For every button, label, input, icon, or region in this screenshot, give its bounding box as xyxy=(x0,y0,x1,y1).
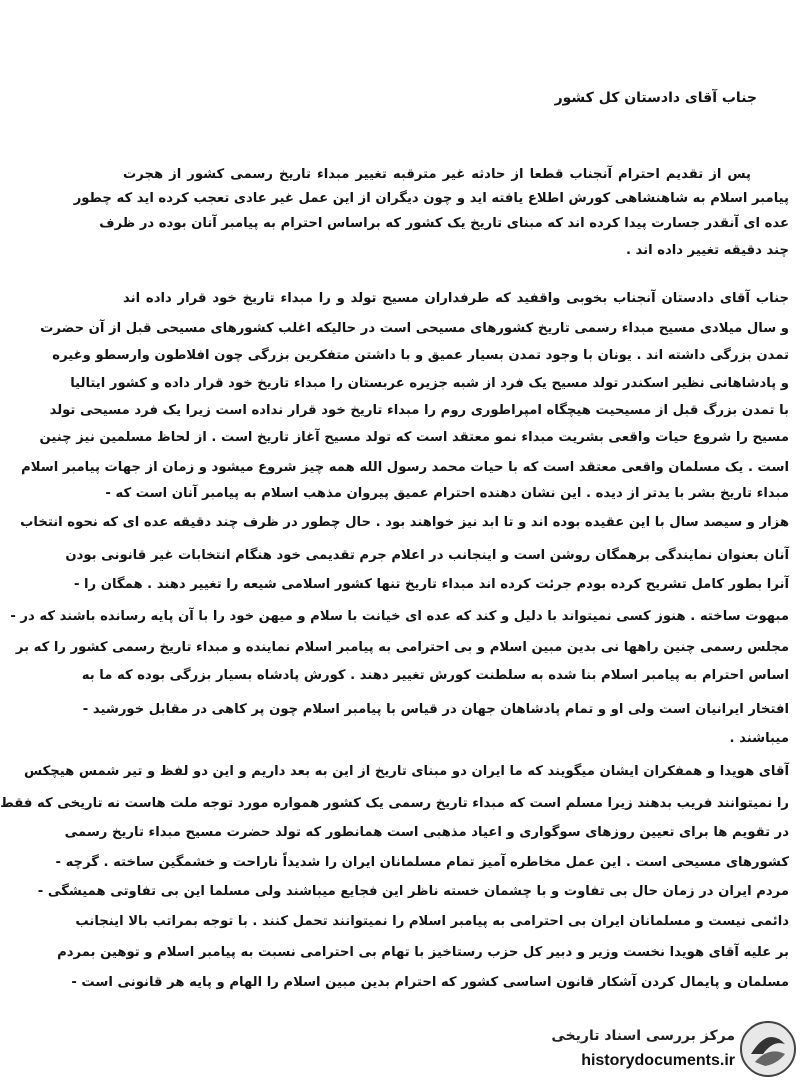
watermark-url: historydocuments.ir xyxy=(581,1052,735,1069)
text-line: بر علیه آقای هویدا نخست وزیر و دبیر کل حزب رستاخیز با تهام بی احترامی نسبت به پیامبر اسلام و توهین بمردم xyxy=(57,945,789,960)
text-line: آنان بعنوان نمایندگی برهمگان روشن است و اینجانب در اعلام جرم تقدیمی خود هنگام انتخابات غیر قانونی بودن xyxy=(65,548,789,563)
text-line: چند دقیقه تغییر داده اند . xyxy=(625,243,789,258)
text-line: در تقویم ها برای تعیین روزهای سوگواری و اعیاد مذهبی است همانطور که تولد حضرت مسیح مبداء تاریخ رسمی xyxy=(64,825,789,840)
salutation: جناب آقای دادستان کل کشور xyxy=(554,90,757,106)
text-line: اساس احترام به پیامبر اسلام بنا شده به سلطنت کورش تغییر دهند . کورش پادشاه بسیار بزرگی بوده که ما به xyxy=(81,668,789,683)
institute-logo-icon xyxy=(739,1020,797,1078)
text-line: و پادشاهانی نظیر اسکندر تولد مسیح یک فرد از شبه جزیره عربستان را مبداء تاریخ خود قرار داده و کشور ایتالیا xyxy=(70,376,789,391)
text-line: کشورهای مسیحی است . این عمل مخاطره آمیز تمام مسلمانان ایران را شدیداً ناراحت و خشمگین ساخته . گرچه - xyxy=(55,855,789,870)
text-line: دائمی نیست و مسلمانان ایران بی احترامی به پیامبر اسلام را نمیتوانند تحمل کنند . با توجه بمراتب بالا اینجانب xyxy=(75,914,789,929)
text-line: مردم ایران در زمان حال بی تفاوت و با چشمان خسته ناظر این فجایع میباشند ولی مسلما این بی تفاوتی همیشگی - xyxy=(37,884,789,899)
text-line: مبهوت ساخته . هنوز کسی نمیتواند با دلیل و کند که عده ای خیانت با سلام و میهن خود را با آن پایه رسانده باشند که در - xyxy=(10,609,789,624)
text-line: عده ای آنقدر جسارت پیدا کرده اند که مبنای تاریخ یک کشور که براساس احترام به پیامبر آنان بوده در ظرف xyxy=(99,216,789,231)
text-line: افتخار ایرانیان است ولی او و تمام پادشاهان جهان در قیاس با پیامبر اسلام چون پر کاهی در مقابل خورشید - xyxy=(82,702,789,717)
text-line: مبداء تاریخ بشر با یدتر از دیده . این نشان دهنده احترام عمیق پیروان مذهب اسلام به پیامبر آنان است که - xyxy=(105,486,789,501)
text-line: آقای هویدا و همفکران ایشان میگویند که ما ایران دو مبنای تاریخ از این به بعد داریم و این دو لفظ و تیر شمس هیچکس xyxy=(23,764,789,779)
text-line: مسلمان و پایمال کردن آشکار قانون اساسی کشور که احترام بدین مبین اسلام را الهام و پایه هر قانونی است - xyxy=(71,975,789,990)
text-line: آنرا بطور کامل تشریح کرده بودم جرئت کرده اند مبداء تاریخ تنها کشور اسلامی شیعه را تغییر دهند . همگان را - xyxy=(73,577,789,592)
text-line: با تمدن بزرگ قبل از مسیحیت هیچگاه امپراطوری روم را مبداء تاریخ خود قرار نداده است زیرا یک فرد مسیحی تولد xyxy=(49,403,789,418)
text-line: پیامبر اسلام به شاهنشاهی کورش اطلاع یافته اید و چون دیگران از این عمل غیر عادی تعجب کرده اید که چطور xyxy=(73,191,789,206)
text-line: مجلس رسمی چنین راهها نی بدین مبین اسلام و بی احترامی به پیامبر اسلام نماینده و مبداء تاریخ رسمی کشور را که بر xyxy=(15,640,789,655)
watermark-title: مرکز بررسی اسناد تاریخی xyxy=(551,1028,735,1044)
text-line: میباشند . xyxy=(729,731,789,746)
text-line: هزار و سیصد سال با این عقیده بوده اند و تا ابد نیز خواهند بود . حال چطور در ظرف چند دقیقه عده ای که نحوه انتخاب xyxy=(20,515,789,530)
text-line: تمدن بزرگی داشته اند . یونان با وجود تمدن بسیار عمیق و با داشتن متفکرین بزرگی چون افلاطون وارسطو وغیره xyxy=(52,348,789,363)
text-line: را نمیتوانند فریب بدهند زیرا مسلم است که مبداء تاریخ رسمی یک کشور همواره مورد توجه ملت هاست نه تاریخی که فقط xyxy=(0,796,789,811)
text-line: است . یک مسلمان واقعی معتقد است که با حیات محمد رسول الله همه چیز شروع میشود و زمان از جهات پیامبر اسلام xyxy=(21,460,789,475)
watermark xyxy=(499,1014,799,1080)
text-line: مسیح را شروع حیات واقعی بشریت مبداء نمو معتقد است که تولد مسیح آغاز تاریخ است . از لحاظ مسلمین نیز چنین xyxy=(39,430,789,445)
text-line: پس از تقدیم احترام آنجناب قطعا از حادثه غیر مترقبه تغییر مبداء تاریخ رسمی کشور از هجرت xyxy=(123,167,751,182)
text-line: جناب آقای دادستان آنجناب بخوبی واقفید که طرفداران مسیح تولد و را مبداء تاریخ خود قرار داده اند xyxy=(123,291,789,306)
text-line: و سال میلادی مسیح مبداء رسمی تاریخ کشورهای مسیحی است در حالیکه اغلب کشورهای مسیحی قبل از آن حضرت xyxy=(40,321,789,336)
